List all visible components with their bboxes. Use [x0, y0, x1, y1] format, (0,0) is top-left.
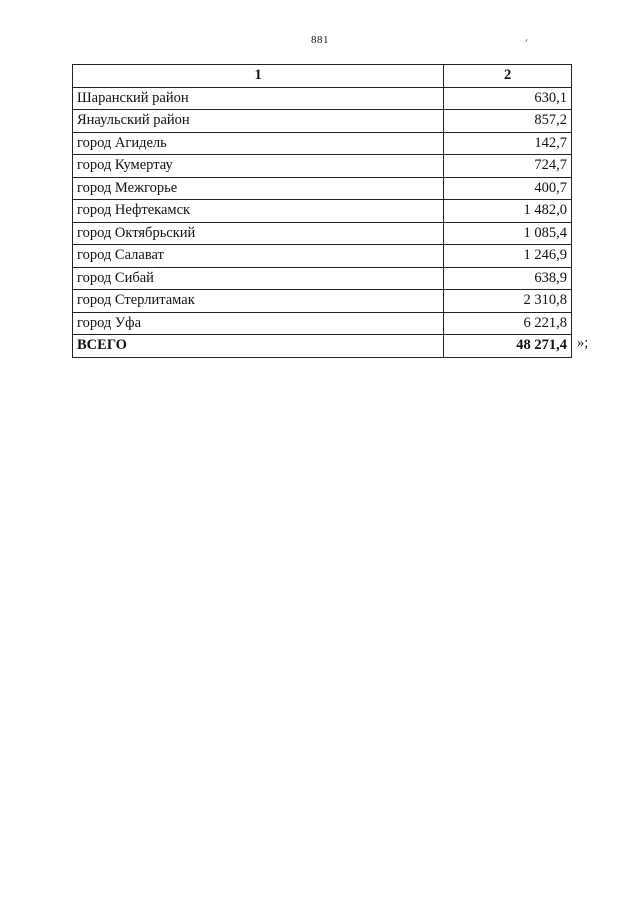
row-name: город Салават [73, 245, 444, 268]
row-name: город Стерлитамак [73, 290, 444, 313]
row-value: 142,7 [444, 132, 572, 155]
total-row [73, 335, 572, 358]
row-name: город Межгорье [73, 177, 444, 200]
table-row [73, 177, 572, 200]
closing-quote-mark: »; [577, 335, 589, 351]
row-name: город Нефтекамск [73, 200, 444, 223]
row-value: 1 482,0 [444, 200, 572, 223]
row-value: 6 221,8 [444, 312, 572, 335]
total-value: 48 271,4 [444, 335, 572, 358]
table-row [73, 200, 572, 223]
row-name: город Октябрьский [73, 222, 444, 245]
table-row [73, 312, 572, 335]
row-name: город Агидель [73, 132, 444, 155]
row-value: 400,7 [444, 177, 572, 200]
row-value: 2 310,8 [444, 290, 572, 313]
table-row [73, 155, 572, 178]
table-row [73, 222, 572, 245]
row-value: 630,1 [444, 87, 572, 110]
row-value: 1 246,9 [444, 245, 572, 268]
row-name: Шаранский район [73, 87, 444, 110]
column-header-2: 2 [444, 65, 572, 88]
total-label: ВСЕГО [73, 335, 444, 358]
table-row [73, 87, 572, 110]
row-name: город Кумертау [73, 155, 444, 178]
row-name: Янаульский район [73, 110, 444, 133]
allocation-table [72, 64, 572, 358]
table-header-row [73, 65, 572, 88]
table-row [73, 110, 572, 133]
row-name: город Уфа [73, 312, 444, 335]
table-row [73, 290, 572, 313]
page-number: 881 [311, 34, 329, 46]
table-row [73, 245, 572, 268]
row-name: город Сибай [73, 267, 444, 290]
table-row [73, 267, 572, 290]
row-value: 857,2 [444, 110, 572, 133]
row-value: 724,7 [444, 155, 572, 178]
table-row [73, 132, 572, 155]
column-header-1: 1 [73, 65, 444, 88]
row-value: 638,9 [444, 267, 572, 290]
row-value: 1 085,4 [444, 222, 572, 245]
